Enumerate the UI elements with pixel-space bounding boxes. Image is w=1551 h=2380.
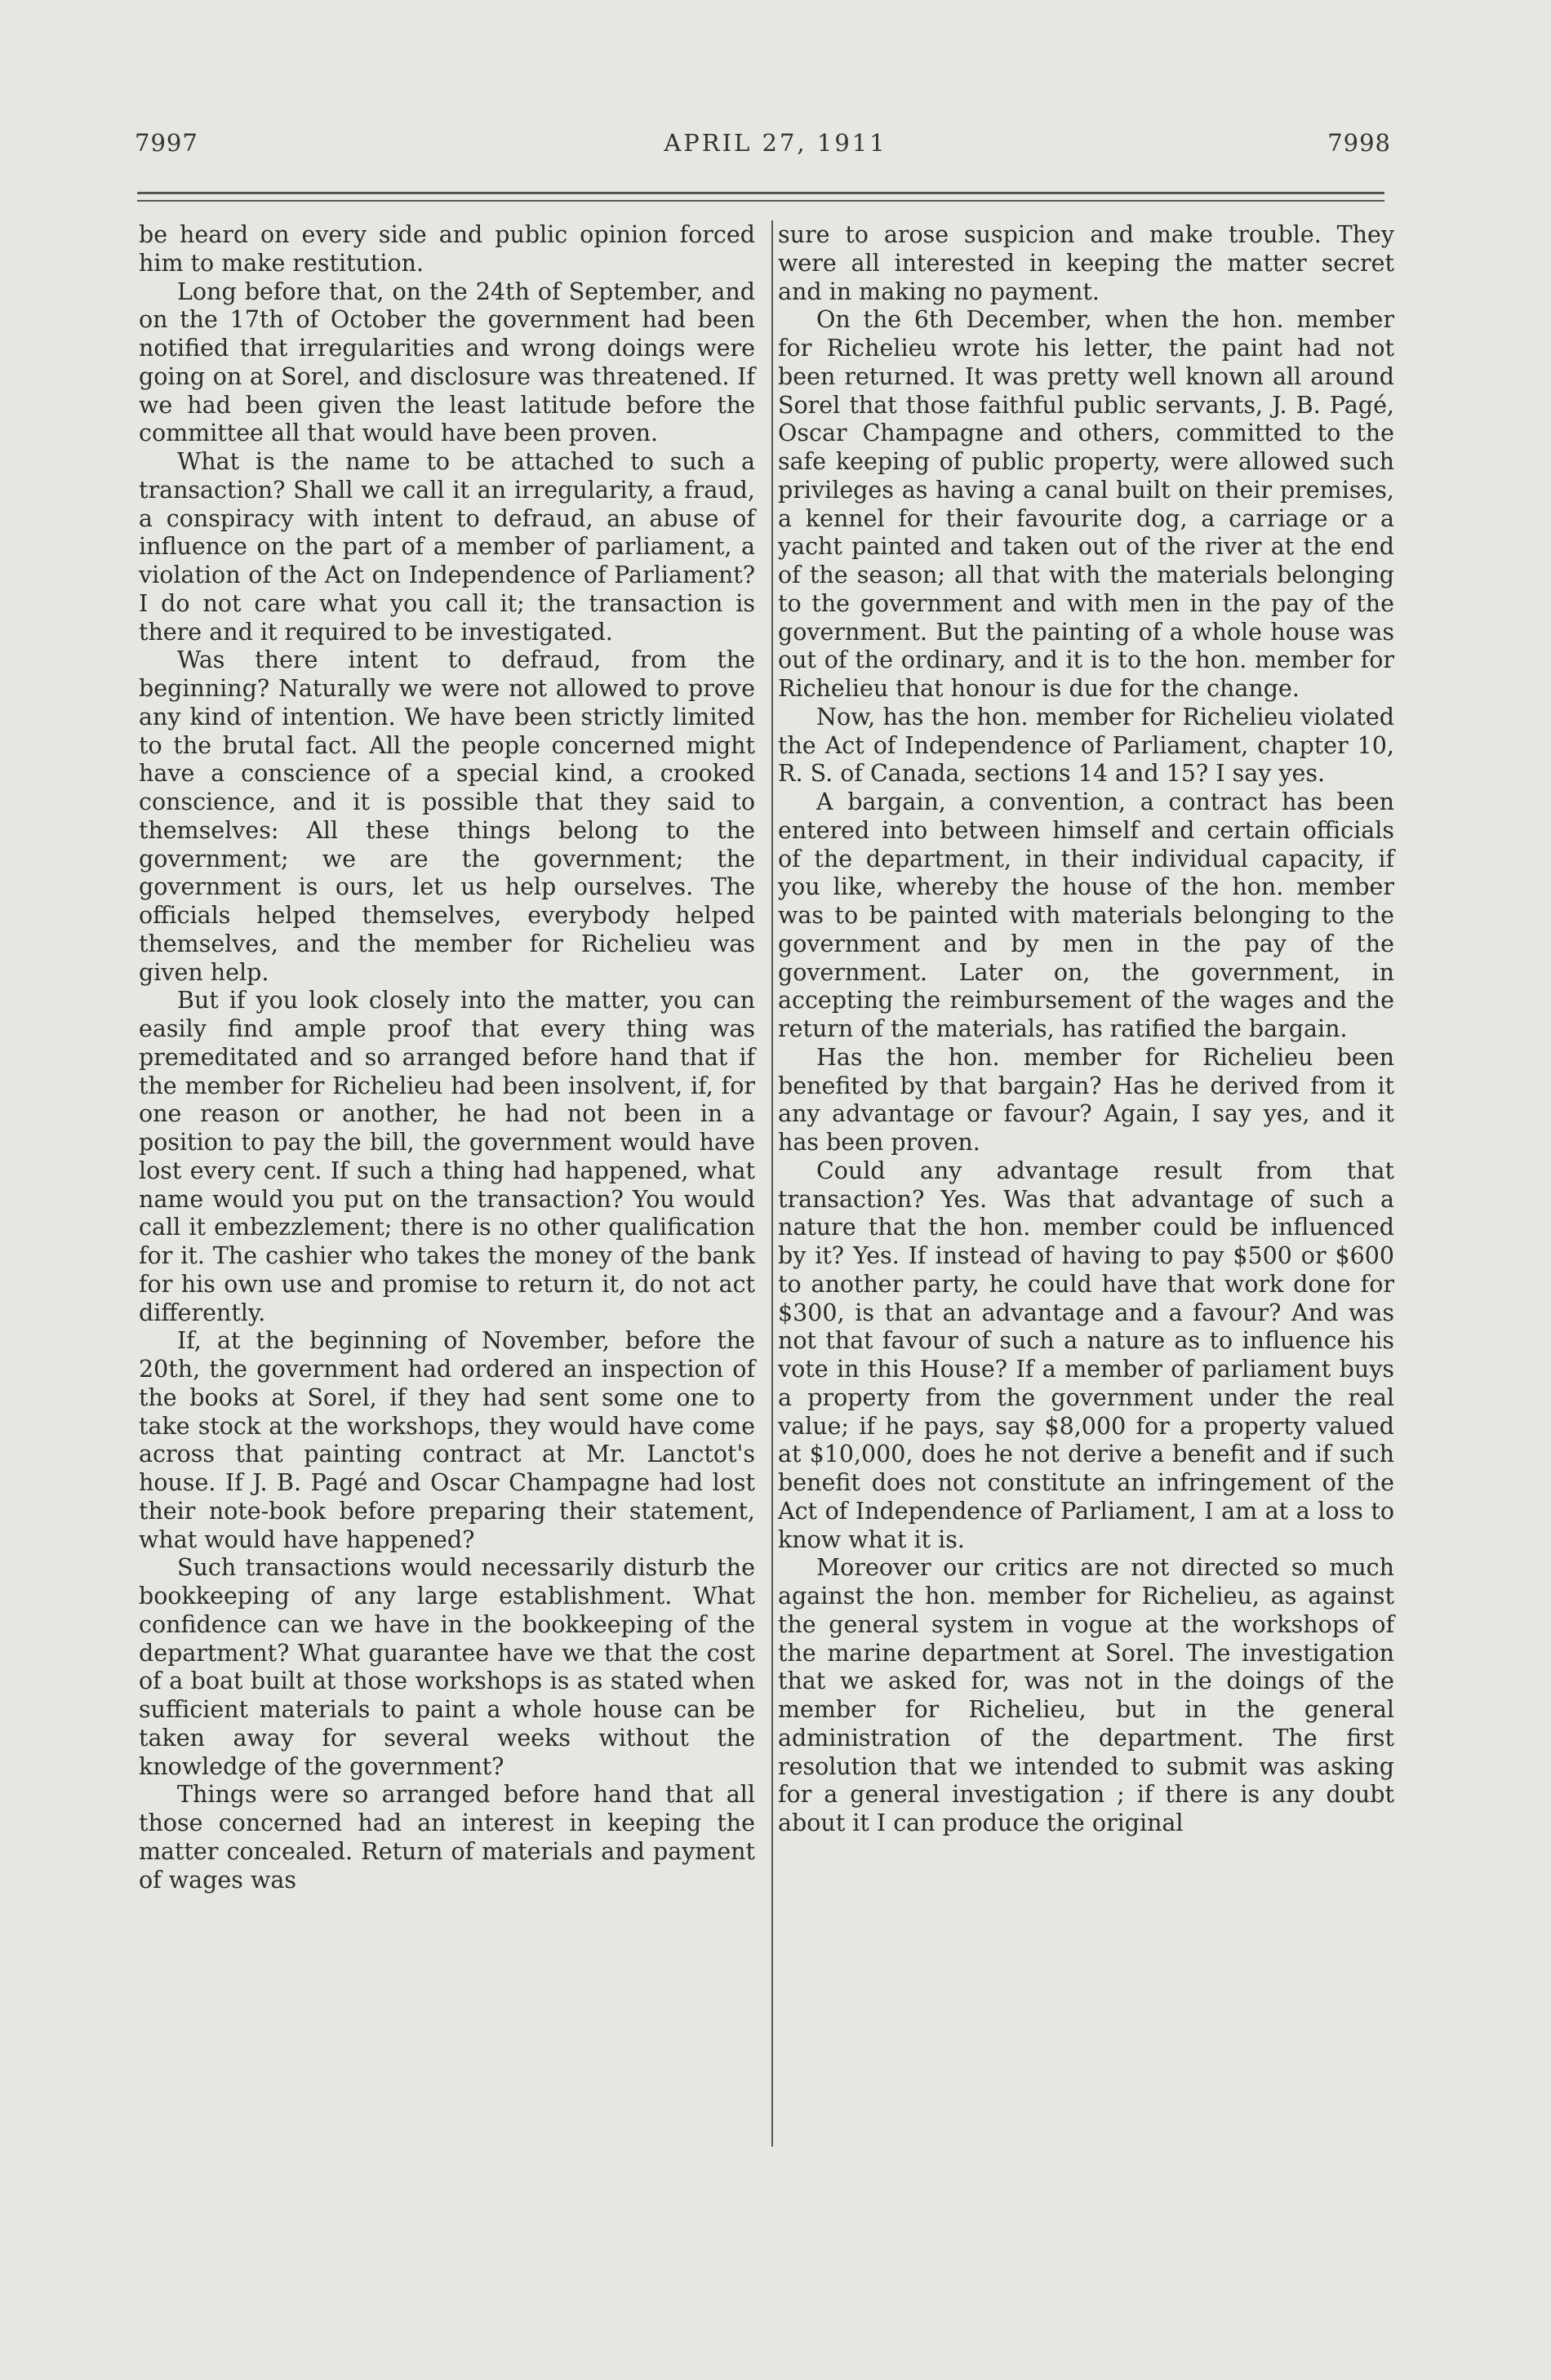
paragraph: Long before that, on the 24th of September, and on the 17th of October the government had been notified that irregularities and wrong doings were going on at Sorel, and disclosure was threatened. If we had been given the least latitude before the committee all that would have been proven.	[139, 278, 755, 447]
paragraph: Moreover our critics are not directed so much against the hon. member for Richelieu, as against the general system in vogue at the workshops of the marine department at Sorel. The investigation that we asked for, was not in the doings of the member for Richelieu, but in the general administration of the department. The first resolution that we intended to submit was asking for a general investigation ; if there is any doubt about it I can produce the original	[778, 1554, 1394, 1836]
paragraph: Such transactions would necessarily disturb the bookkeeping of any large establishment. What confidence can we have in the bookkeeping of the department? What guarantee have we that the cost of a boat built at those workshops is as stated when sufficient materials to paint a whole house can be taken away for several weeks without the knowledge of the government?	[139, 1554, 755, 1780]
paragraph: sure to arose suspicion and make trouble. They were all interested in keeping the matter secret and in making no payment.	[778, 221, 1394, 305]
paragraph: be heard on every side and public opinion forced him to make restitution.	[139, 221, 755, 277]
page-number-left: 7997	[135, 129, 198, 157]
paragraph: Could any advantage result from that transaction? Yes. Was that advantage of such a nature that the hon. member could be influenced by it? Yes. If instead of having to pay $500 or $600 to another party, he could have that work done for $300, is that an advantage and a favour? And was not that favour of such a nature as to influence his vote in this House? If a member of parliament buys a property from the government under the real value; if he pays, say $8,000 for a property valued at $10,000, does he not derive a benefit and if such benefit does not constitute an infringement of the Act of Independence of Parliament, I am at a loss to know what it is.	[778, 1157, 1394, 1553]
page-number-right: 7998	[1327, 129, 1391, 157]
paragraph: If, at the beginning of November, before the 20th, the government had ordered an inspection of the books at Sorel, if they had sent some one to take stock at the workshops, they would have come across that painting contract at Mr. Lanctot's house. If J. B. Pagé and Oscar Champagne had lost their note-book before preparing their statement, what would have happened?	[139, 1327, 755, 1553]
paragraph: Now, has the hon. member for Richelieu violated the Act of Independence of Parliament, chapter 10, R. S. of Canada, sections 14 and 15? I say yes.	[778, 703, 1394, 788]
right-column	[778, 221, 1394, 1838]
column-divider	[771, 220, 773, 2147]
paragraph: A bargain, a convention, a contract has been entered into between himself and certain officials of the department, in their individual capacity, if you like, whereby the house of the hon. member was to be painted with materials belonging to the government and by men in the pay of the government. Later on, the government, in accepting the reimbursement of the wages and the return of the materials, has ratified the bargain.	[778, 788, 1394, 1042]
paragraph: On the 6th December, when the hon. member for Richelieu wrote his letter, the paint had not been returned. It was pretty well known all around Sorel that those faithful public servants, J. B. Pagé, Oscar Champagne and others, committed to the safe keeping of public property, were allowed such privileges as having a canal built on their premises, a kennel for their favourite dog, a carriage or a yacht painted and taken out of the river at the end of the season; all that with the materials belonging to the government and with men in the pay of the government. But the painting of a whole house was out of the ordinary, and it is to the hon. member for Richelieu that honour is due for the change.	[778, 306, 1394, 702]
left-column	[139, 221, 755, 1894]
header-rule-bottom	[137, 200, 1384, 202]
paragraph: But if you look closely into the matter, you can easily find ample proof that every thing was premeditated and so arranged before hand that if the member for Richelieu had been insolvent, if, for one reason or another, he had not been in a position to pay the bill, the government would have lost every cent. If such a thing had happened, what name would you put on the transaction? You would call it embezzlement; there is no other qualification for it. The cashier who takes the money of the bank for his own use and promise to return it, do not act differently.	[139, 987, 755, 1326]
paragraph: Has the hon. member for Richelieu been benefited by that bargain? Has he derived from it any advantage or favour? Again, I say yes, and it has been proven.	[778, 1043, 1394, 1156]
page-date: APRIL 27, 1911	[664, 129, 887, 157]
paragraph: Things were so arranged before hand that all those concerned had an interest in keeping the matter concealed. Return of materials and payment of wages was	[139, 1781, 755, 1894]
paragraph: What is the name to be attached to such a transaction? Shall we call it an irregularity, a fraud, a conspiracy with intent to defraud, an abuse of influence on the part of a member of parliament, a violation of the Act on Independence of Parliament? I do not care what you call it; the transaction is there and it required to be investigated.	[139, 448, 755, 646]
header-rule-top	[137, 192, 1384, 194]
paragraph: Was there intent to defraud, from the beginning? Naturally we were not allowed to prove any kind of intention. We have been strictly limited to the brutal fact. All the people concerned might have a conscience of a special kind, a crooked conscience, and it is possible that they said to themselves: All these things belong to the government; we are the government; the government is ours, let us help ourselves. The officials helped themselves, everybody helped themselves, and the member for Richelieu was given help.	[139, 646, 755, 986]
